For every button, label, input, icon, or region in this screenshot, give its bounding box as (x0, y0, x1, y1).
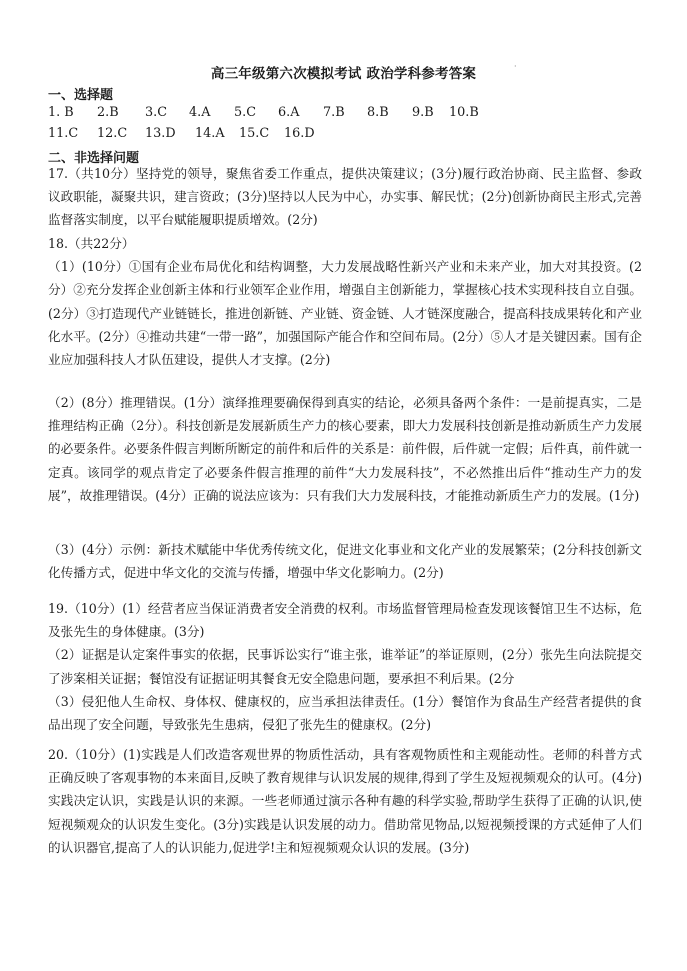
answer-row-1 (48, 105, 479, 120)
answer-item: 2.B (97, 105, 119, 120)
answer-item: 15.C (239, 126, 270, 141)
question-19-answer (48, 597, 642, 736)
corner-mark: · (514, 62, 517, 71)
question-17-answer (48, 162, 642, 232)
q20-paragraph: 20.（10分）(1)实践是人们改造客观世界的物质性活动，具有客观物质性和主观能动性。老师的科普方式正确反映了客观事物的本来面目,反映了教育规律与认识发展的规律,得到了学生及短视频观众的认可。(4分)实践决定认识，实践是认识的来源。一些老师通过演示各种有趣的科学实验,帮助学生获得了正确的认识,使短视频观众的认识发生变化。(3分)实践是认识发展的动力。借助常见物品,以短视频授课的方式延伸了人们的认识器官,提高了人的认识能力,促进学!主和短视频观众认识的发展。(3分) (48, 747, 642, 855)
q18-heading: 18.（共22分） (48, 236, 135, 251)
answer-item: 7.B (323, 105, 345, 120)
answer-item: 12.C (97, 126, 128, 141)
section-heading-nonchoice: 二、非选择问题 (48, 151, 140, 166)
q18-part2-text: （2）(8分）推理错误。(1分）演绎推理要确保得到真实的结论，必须具备两个条件：一是前提真实，二是推理结构正确（2分）。科技创新是发展新质生产力的核心要素，即大力发展科技创新是推动新质生产力发展的必要条件。必要条件假言判断所断定的前件和后件的关系是：前件假，后件就一定假；后件真，前件就一定真。该同学的观点肯定了必要条件假言推理的前件“大力发展科技”，不必然推出后件“推动生产力的发展”，故推理错误。(4分）正确的说法应该为：只有我们大力发展科技，才能推动新质生产力的发展。(1分) (48, 395, 642, 503)
question-18-part2 (48, 391, 642, 507)
answer-item: 14.A (195, 126, 225, 141)
question-18-part3 (48, 538, 642, 584)
answer-item: 5.C (234, 105, 257, 120)
answer-item: 6.A (278, 105, 300, 120)
answer-item: 4.A (189, 105, 211, 120)
answer-item: 3.C (145, 105, 168, 120)
answer-item: 16.D (284, 126, 315, 141)
answer-row-2 (48, 126, 315, 141)
answer-item: 13.D (145, 126, 176, 141)
answer-item: 10.B (449, 105, 479, 120)
q18-part3-text: （3）(4分）示例：新技术赋能中华优秀传统文化，促进文化事业和文化产业的发展繁荣；(2分科技创新文化传播方式，促进中华文化的交流与传播，增强中华文化影响力。(2分) (48, 542, 642, 581)
q17-paragraph: 17.（共10分）坚持党的领导，聚焦省委工作重点，提供决策建议；(3分)履行政治协商、民主监督、参政议政职能，凝聚共识，建言资政；(3分)坚持以人民为中心，办实事、解民忧；(2分)创新协商民主形式,完善监督落实制度，以平台赋能履职提质增效。(2分) (48, 166, 642, 228)
page-title: 高三年级第六次模拟考试 政治学科参考答案 (210, 66, 477, 82)
answer-item: 9.B (412, 105, 434, 120)
section-heading-choice: 一、选择题 (48, 88, 114, 103)
answer-item: 8.B (367, 105, 389, 120)
q19-part1: 19.（10分）(1）经营者应当保证消费者安全消费的权利。市场监督管理局检查发现该餐馆卫生不达标，危及张先生的身体健康。(3分) (48, 601, 642, 640)
question-18-answer (48, 232, 642, 371)
q19-part3: （3）侵犯他人生命权、身体权、健康权的，应当承担法律责任。(1分）餐馆作为食品生产经营者提供的食品出现了安全问题，导致张先生患病，侵犯了张先生的健康权。(2分) (48, 693, 642, 733)
answer-item: 1. B (48, 105, 74, 120)
q19-part2: （2）证据是认定案件事实的依据，民事诉讼实行“谁主张，谁举证”的举证原则，(2分）张先生向法院提交了涉案相关证据；餐馆没有证据证明其餐食无安全隐患问题，要承担不利后果。(2分 (48, 647, 642, 686)
answer-item: 11.C (48, 126, 79, 141)
q18-part1: （1）(10分）①国有企业布局优化和结构调整，大力发展战略性新兴产业和未来产业，加大对其投资。(2分）②充分发挥企业创新主体和行业领军企业作用，增强自主创新能力，掌握核心技术实现科技自立自强。(2分）③打造现代产业链链长，推进创新链、产业链、资金链、人才链深度融合，提高科技成果转化和产业化水平。(2分）④推动共建“一带一路”，加强国际产能合作和空间布局。(2分）⑤人才是关键因素。国有企业应加强科技人才队伍建设，提供人才支撑。(2分) (48, 259, 642, 368)
question-20-answer (48, 743, 642, 859)
